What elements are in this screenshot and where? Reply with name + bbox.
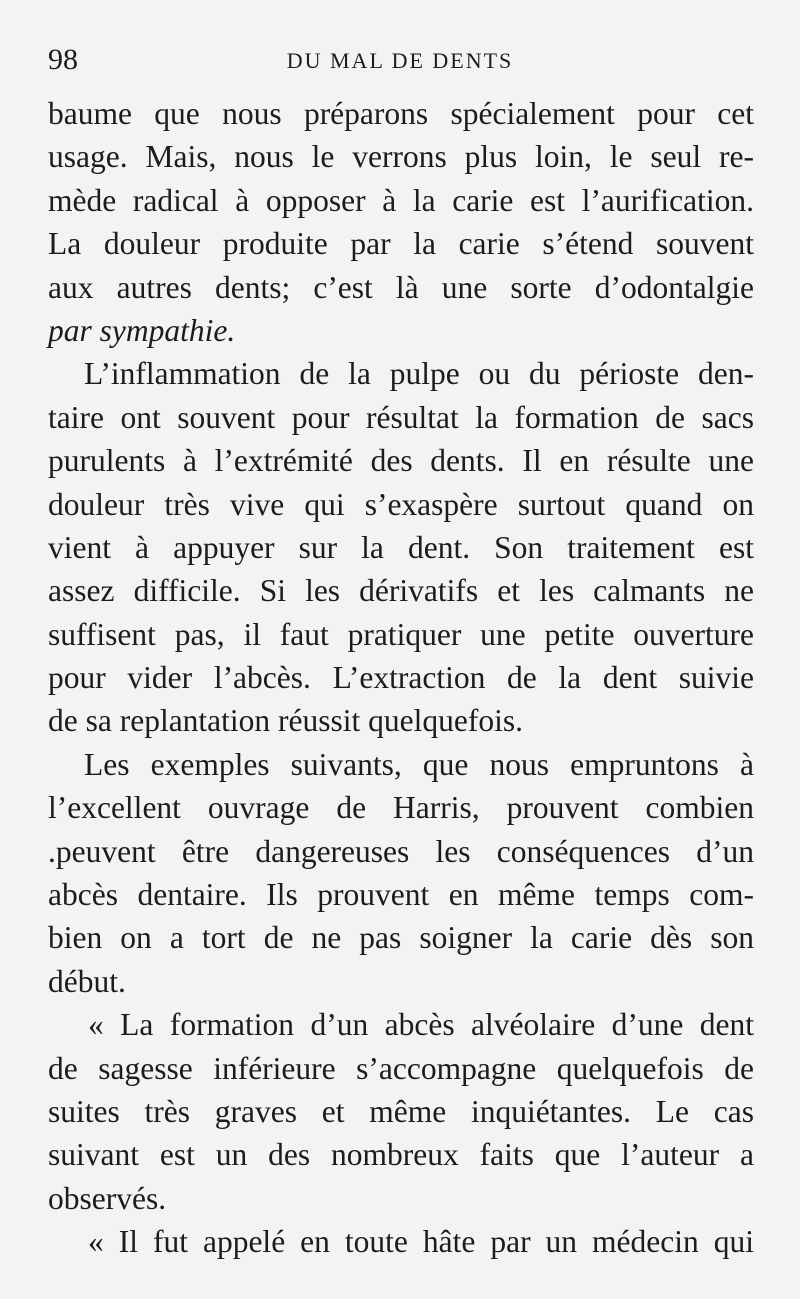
text-line: purulents à l’extrémité des dents. Il en résulte une (48, 443, 754, 479)
text-line: aux autres dents; c’est là une sorte d’odontalgie (48, 269, 754, 305)
text-line: assez difficile. Si les dérivatifs et les calmants ne (48, 573, 754, 609)
text-line: de sagesse inférieure s’accompagne quelquefois de (48, 1050, 754, 1086)
paragraph-start-line: Les exemples suivants, que nous empruntons à (84, 746, 754, 782)
text-line: observés. (48, 1180, 167, 1216)
text-line: douleur très vive qui s’exaspère surtout quand on (48, 486, 754, 522)
text-line: début. (48, 963, 126, 999)
text-line: La douleur produite par la carie s’étend souvent (48, 226, 754, 262)
text-line: vient à appuyer sur la dent. Son traitement est (48, 529, 754, 565)
page-number: 98 (48, 43, 78, 76)
text-line: mède radical à opposer à la carie est l’aurification. (48, 182, 754, 218)
text-line-italic (48, 309, 754, 352)
text-line: usage. Mais, nous le verrons plus loin, le seul re- (48, 139, 754, 175)
text-line: bien on a tort de ne pas soigner la carie dès son (48, 920, 754, 956)
text-line: abcès dentaire. Ils prouvent en même temps com- (48, 877, 754, 913)
paragraph-start-line: L’inflammation de la pulpe ou du périoste den- (84, 356, 754, 392)
text-line: taire ont souvent pour résultat la formation de sacs (48, 399, 754, 435)
text-line: suivant est un des nombreux faits que l’auteur a (48, 1137, 754, 1173)
italic-phrase: par sympathie. (48, 312, 236, 348)
text-line: pour vider l’abcès. L’extraction de la dent suivie (48, 660, 754, 696)
text-line: de sa replantation réussit quelquefois. (48, 703, 523, 739)
text-line: l’excellent ouvrage de Harris, prouvent combien (48, 790, 754, 826)
running-title: DU MAL DE DENTS (286, 48, 514, 73)
text-line: baume que nous préparons spécialement pour cet (48, 96, 754, 131)
text-line: suites très graves et même inquiétantes. Le cas (48, 1093, 754, 1129)
quote-start-line: « La formation d’un abcès alvéolaire d’une dent (88, 1007, 754, 1043)
body-text (48, 92, 754, 1264)
text-line: suffisent pas, il faut pratiquer une petite ouverture (48, 616, 754, 652)
text-line: .peuvent être dangereuses les conséquences d’un (48, 833, 754, 869)
quote-start-line: « Il fut appelé en toute hâte par un médecin qui (88, 1224, 754, 1260)
